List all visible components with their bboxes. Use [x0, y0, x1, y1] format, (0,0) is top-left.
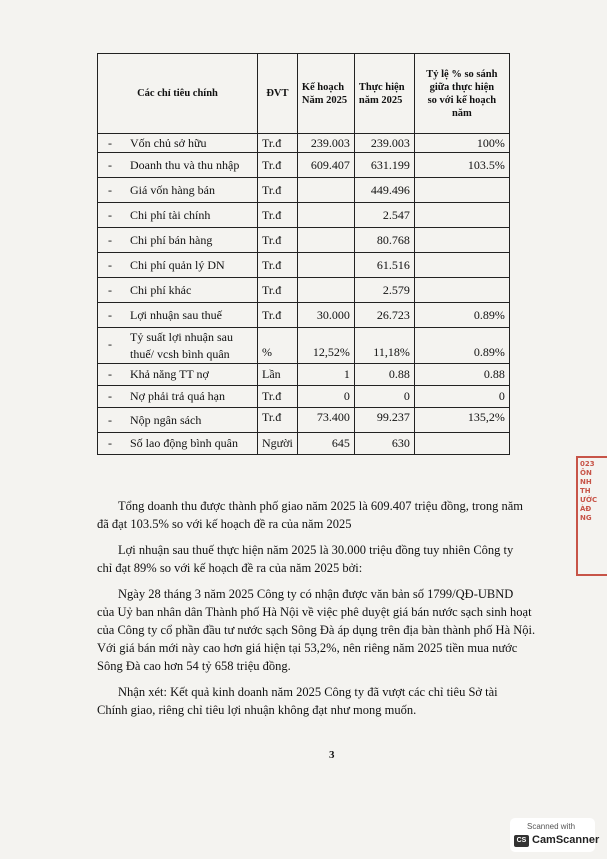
row-ratio	[414, 228, 509, 253]
row-actual: 80.768	[354, 228, 414, 253]
row-dash: -	[108, 207, 112, 222]
row-actual: 0.88	[354, 364, 414, 386]
row-label-two-line	[130, 329, 233, 363]
row-dash: -	[108, 232, 112, 247]
row-name	[98, 228, 258, 253]
row-plan: 1	[297, 364, 354, 386]
row-ratio: 0.88	[414, 364, 509, 386]
row-unit: Tr.đ	[258, 303, 298, 328]
header-indicators: Các chỉ tiêu chính	[98, 54, 258, 134]
row-name	[98, 278, 258, 303]
table-header-row	[98, 54, 510, 134]
row-actual: 449.496	[354, 178, 414, 203]
row-label: Doanh thu và thu nhập	[130, 157, 240, 172]
row-label: Chi phí tài chính	[130, 207, 211, 222]
table-row	[98, 328, 510, 364]
row-plan	[297, 203, 354, 228]
row-dash: -	[108, 282, 112, 297]
row-label: Số lao động bình quân	[130, 436, 238, 450]
row-name	[98, 433, 258, 455]
paragraph-revenue-line1: Tổng doanh thu được thành phố giao năm 2025 là 609.407 triệu đồng, trong năm	[118, 499, 523, 513]
row-ratio: 0	[414, 386, 509, 408]
header-actual-line1: Thực hiện	[358, 81, 405, 93]
row-plan: 239.003	[297, 134, 354, 153]
table-row	[98, 178, 510, 203]
row-label: Chi phí bán hàng	[130, 232, 213, 247]
header-plan-line1: Kế hoạch	[301, 81, 345, 93]
row-label: Lợi nhuận sau thuế	[130, 307, 222, 322]
row-plan	[297, 278, 354, 303]
row-ratio	[414, 253, 509, 278]
row-label: Nộp ngân sách	[130, 412, 202, 427]
row-unit: Tr.đ	[258, 153, 298, 178]
row-dash: -	[108, 135, 112, 150]
row-dash: -	[108, 182, 112, 197]
table-row	[98, 253, 510, 278]
paragraph-profit-line2: chỉ đạt 89% so với kế hoạch đề ra của năm 2025 bởi:	[97, 561, 363, 575]
paragraph-revenue-line2: đã đạt 103.5% so với kế hoạch đề ra của năm 2025	[97, 517, 352, 531]
table-row	[98, 364, 510, 386]
paragraph-decision-line3: của Công ty cổ phần đầu tư nước sạch Sông Đà áp dụng trên địa bàn thành phố Hà Nội.	[97, 623, 536, 637]
paragraph-profit-line1: Lợi nhuận sau thuế thực hiện năm 2025 là 30.000 triệu đồng tuy nhiên Công ty	[118, 543, 514, 557]
header-ratio-line1: Tỷ lệ % so sánh	[426, 68, 498, 80]
row-dash: -	[108, 436, 112, 450]
paragraph-comment-line2: Chính giao, riêng chỉ tiêu lợi nhuận không đạt như mong muốn.	[97, 703, 417, 717]
header-plan	[297, 54, 354, 134]
table-row	[98, 153, 510, 178]
row-plan: 12,52%	[297, 328, 354, 364]
row-unit: Người	[258, 433, 298, 455]
row-dash: -	[108, 389, 112, 403]
row-unit: Tr.đ	[258, 178, 298, 203]
row-label: Giá vốn hàng bán	[130, 182, 215, 197]
header-actual-line2: năm 2025	[358, 94, 403, 106]
camscanner-logo-icon: CS	[514, 835, 529, 847]
stamp-line: ÔN	[580, 469, 592, 477]
row-actual: 0	[354, 386, 414, 408]
row-actual: 26.723	[354, 303, 414, 328]
row-plan	[297, 178, 354, 203]
row-ratio: 103.5%	[414, 153, 509, 178]
red-stamp-fragment	[576, 456, 607, 576]
row-dash: -	[108, 157, 112, 172]
row-plan	[297, 253, 354, 278]
stamp-line: ÀĐ	[580, 505, 592, 513]
row-name	[98, 328, 258, 364]
stamp-line: TH	[580, 487, 591, 495]
stamp-line: ƯỚC	[580, 496, 598, 504]
row-label: Khả năng TT nợ	[130, 367, 209, 381]
row-name	[98, 203, 258, 228]
row-unit: Lần	[258, 364, 298, 386]
row-unit: Tr.đ	[258, 134, 298, 153]
header-ratio-line3: so với kế hoạch	[427, 94, 497, 106]
financial-indicators-table	[97, 53, 510, 455]
row-unit: Tr.đ	[258, 278, 298, 303]
stamp-line: NG	[580, 514, 592, 522]
row-ratio	[414, 433, 509, 455]
row-plan: 645	[297, 433, 354, 455]
stamp-line: NH	[580, 478, 592, 486]
row-actual: 2.547	[354, 203, 414, 228]
row-ratio	[414, 178, 509, 203]
paragraph-decision-line5: Sông Đà cao hơn 54 tỷ 658 triệu đồng.	[97, 659, 291, 673]
row-unit: Tr.đ	[258, 253, 298, 278]
row-plan: 73.400	[297, 408, 354, 433]
row-name	[98, 153, 258, 178]
row-plan: 30.000	[297, 303, 354, 328]
row-ratio: 135,2%	[414, 408, 509, 433]
row-ratio: 0.89%	[414, 303, 509, 328]
header-unit: ĐVT	[258, 54, 298, 134]
row-actual: 631.199	[354, 153, 414, 178]
page-number: 3	[329, 749, 335, 761]
row-actual: 239.003	[354, 134, 414, 153]
row-actual: 61.516	[354, 253, 414, 278]
row-actual: 11,18%	[354, 328, 414, 364]
row-dash: -	[108, 337, 112, 352]
header-ratio-line4: năm	[451, 107, 472, 119]
paragraph-decision-line2: của Uỷ ban nhân dân Thành phố Hà Nội về việc phê duyệt giá bán nước sạch sinh hoạt	[97, 605, 532, 619]
row-dash: -	[108, 257, 112, 272]
paragraph-comment-line1: Nhận xét: Kết quả kinh doanh năm 2025 Công ty đã vượt các chỉ tiêu Sở tài	[118, 685, 498, 699]
row-label: Chi phí quản lý DN	[130, 257, 225, 272]
watermark-caption: Scanned with	[527, 822, 576, 831]
row-plan	[297, 228, 354, 253]
row-unit: Tr.đ	[258, 203, 298, 228]
row-label: Vốn chủ sở hữu	[130, 135, 207, 150]
header-plan-line2: Năm 2025	[301, 94, 348, 106]
paragraph-decision-line1: Ngày 28 tháng 3 năm 2025 Công ty có nhận được văn bản số 1799/QĐ-UBND	[118, 587, 514, 601]
table-row	[98, 303, 510, 328]
row-actual: 630	[354, 433, 414, 455]
watermark-brand: CamScanner	[532, 834, 600, 846]
table-row	[98, 228, 510, 253]
row-name	[98, 408, 258, 433]
table-row	[98, 408, 510, 433]
row-actual: 99.237	[354, 408, 414, 433]
row-dash: -	[108, 412, 112, 427]
row-ratio	[414, 203, 509, 228]
row-name	[98, 134, 258, 153]
row-label-line2: thuế/ vcsh bình quân	[130, 346, 230, 361]
header-ratio	[414, 54, 509, 134]
row-label: Chi phí khác	[130, 282, 192, 297]
table-row	[98, 433, 510, 455]
row-unit: %	[258, 328, 298, 364]
row-actual: 2.579	[354, 278, 414, 303]
row-dash: -	[108, 367, 112, 381]
row-unit: Tr.đ	[258, 386, 298, 408]
row-dash: -	[108, 307, 112, 322]
row-plan: 609.407	[297, 153, 354, 178]
camscanner-watermark	[510, 818, 600, 852]
row-ratio: 100%	[414, 134, 509, 153]
header-actual	[354, 54, 414, 134]
paragraph-decision-line4: Với giá bán mới này cao hơn giá hiện tại 53,2%, nên riêng năm 2025 tiền mua nước	[97, 641, 518, 655]
row-name	[98, 364, 258, 386]
row-name	[98, 253, 258, 278]
row-name	[98, 178, 258, 203]
table-row	[98, 203, 510, 228]
row-name	[98, 386, 258, 408]
header-ratio-line2: giữa thực hiện	[429, 81, 495, 93]
row-unit: Tr.đ	[258, 228, 298, 253]
row-unit: Tr.đ	[258, 408, 298, 433]
row-label: Nợ phải trả quá hạn	[130, 389, 225, 403]
table-row	[98, 278, 510, 303]
stamp-line: 023	[580, 460, 595, 468]
row-ratio: 0.89%	[414, 328, 509, 364]
row-name	[98, 303, 258, 328]
row-plan: 0	[297, 386, 354, 408]
table-row	[98, 386, 510, 408]
row-ratio	[414, 278, 509, 303]
table-row	[98, 134, 510, 153]
row-label-line1: Tỷ suất lợi nhuận sau	[130, 329, 233, 344]
